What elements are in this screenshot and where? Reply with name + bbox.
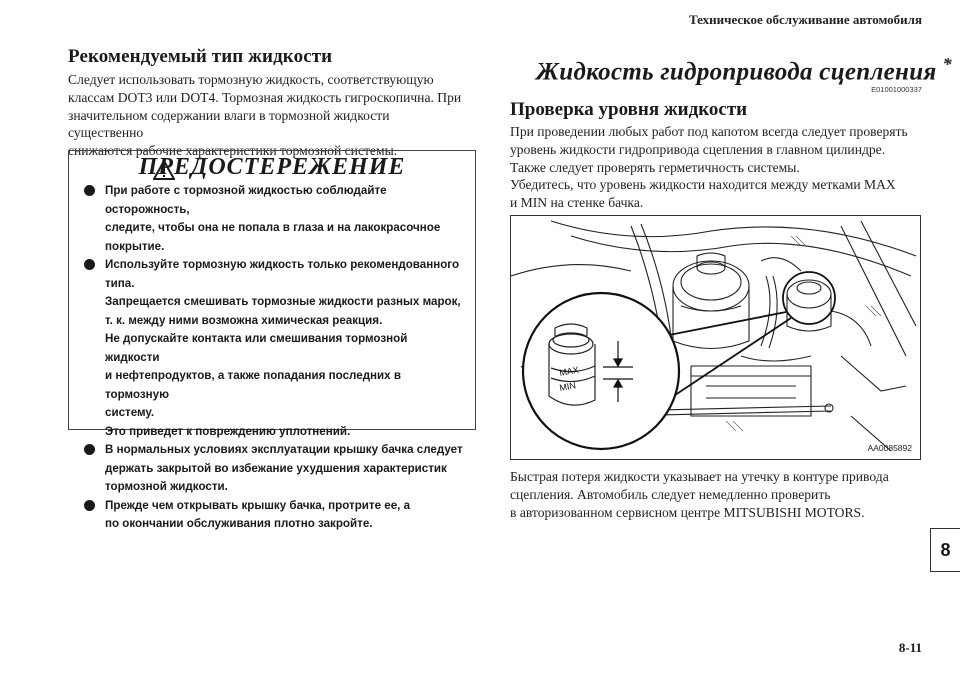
- paragraph-line: классам DOT3 или DOT4. Тормозная жидкость гигроскопична. При: [68, 89, 462, 105]
- paragraph-line: в авторизованном сервисном центре MITSUBISHI MOTORS.: [510, 504, 865, 520]
- engine-bay-illustration: [511, 216, 921, 460]
- warning-line: Запрещается смешивать тормозные жидкости разных марок,: [105, 295, 461, 308]
- paragraph-line: снижаются рабочие характеристики тормозной системы.: [68, 143, 398, 159]
- chapter-tab: [930, 528, 960, 572]
- bullet-icon: [84, 185, 95, 196]
- min-mark-label: MIN: [558, 380, 577, 393]
- warning-line: В нормальных условиях эксплуатации крышку бачка следует: [105, 443, 463, 456]
- warning-line: по окончании обслуживания плотно закройте.: [105, 517, 373, 530]
- paragraph-line: Быстрая потеря жидкости указывает на утечку в контуре привода: [510, 469, 889, 484]
- paragraph-line: Следует использовать тормозную жидкость, соответствующую: [68, 72, 434, 87]
- warning-title: ПРЕДОСТЕРЕЖЕНИЕ: [138, 153, 406, 180]
- paragraph-line: и MIN на стенке бачка.: [510, 195, 644, 211]
- bullet-icon: [84, 259, 95, 270]
- figure-label: AA0085892: [867, 443, 912, 453]
- warning-line: типа.: [105, 276, 135, 290]
- paragraph-line: Также следует проверять герметичность системы.: [510, 159, 800, 175]
- max-mark-label: MAX: [558, 364, 580, 378]
- warning-item: [83, 497, 463, 534]
- paragraph-leak-warning: [510, 468, 930, 521]
- warning-line: Прежде чем открывать крышку бачка, протрите ее, а: [105, 498, 411, 512]
- engine-bay-figure: [510, 215, 921, 460]
- page-number: 8-11: [898, 640, 922, 655]
- bullet-icon: [84, 500, 95, 511]
- warning-line: систему.: [105, 406, 155, 419]
- warning-line: и нефтепродуктов, а также попадания последних в тормозную: [105, 369, 401, 401]
- warning-line: Не допускайте контакта или смешивания тормозной жидкости: [105, 332, 408, 364]
- warning-line: покрытие.: [105, 239, 165, 253]
- warning-line: При работе с тормозной жидкостью соблюдайте осторожность,: [105, 184, 387, 216]
- heading-level-check: Проверка уровня жидкости: [510, 99, 748, 120]
- paragraph-fluid-type: [68, 71, 468, 160]
- warning-line: Используйте тормозную жидкость только рекомендованного: [105, 258, 460, 271]
- heading-fluid-type: Рекомендуемый тип жидкости: [68, 46, 333, 67]
- paragraph-line: Убедитесь, что уровень жидкости находится между метками MAX: [510, 177, 896, 193]
- section-title-mark: *: [942, 54, 952, 74]
- warning-list: [83, 182, 463, 534]
- running-header: Техническое обслуживание автомобиля: [688, 12, 922, 27]
- chapter-tab-number: 8: [940, 539, 951, 560]
- paragraph-line: уровень жидкости гидропривода сцепления в главном цилиндре.: [510, 141, 886, 157]
- warning-item: [83, 256, 463, 441]
- doc-code: E01001000337: [871, 85, 922, 94]
- warning-box: [68, 150, 476, 530]
- paragraph-line: значительном содержании влаги в тормозной жидкости существенно: [68, 107, 390, 141]
- warning-line: следите, чтобы она не попала в глаза и на лакокрасочное: [105, 221, 441, 234]
- warning-line: тормозной жидкости.: [105, 480, 228, 493]
- paragraph-line: сцепления. Автомобиль следует немедленно проверить: [510, 486, 831, 502]
- warning-line: т. к. между ними возможна химическая реакция.: [105, 313, 383, 327]
- section-title: [536, 54, 952, 86]
- warning-item: [83, 182, 463, 256]
- warning-line: держать закрытой во избежание ухудшения характеристик: [105, 461, 447, 475]
- warning-line: Это приведет к повреждению уплотнений.: [105, 424, 351, 438]
- paragraph-line: При проведении любых работ под капотом всегда следует проверять: [510, 124, 908, 139]
- bullet-icon: [84, 444, 95, 455]
- section-title-text: Жидкость гидропривода сцепления: [536, 58, 937, 86]
- paragraph-level-check: [510, 123, 930, 212]
- warning-item: [83, 441, 463, 497]
